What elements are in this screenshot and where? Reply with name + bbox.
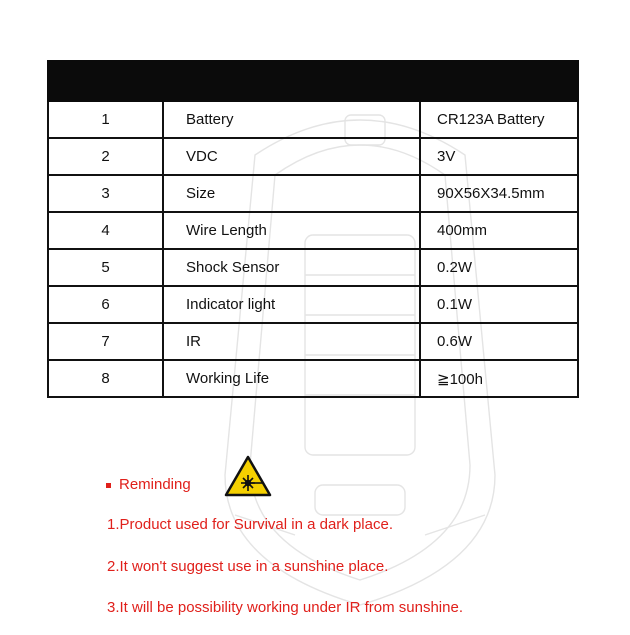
row-number: 6 xyxy=(48,286,163,323)
row-value: ≧100h xyxy=(420,360,578,397)
bullet-icon xyxy=(106,483,111,488)
row-item: Wire Length xyxy=(163,212,420,249)
laser-warning-icon xyxy=(224,455,272,497)
row-number: 5 xyxy=(48,249,163,286)
note-2: 2.It won't suggest use in a sunshine place. xyxy=(107,558,389,575)
row-number: 1 xyxy=(48,101,163,138)
table-row xyxy=(48,323,578,360)
row-item: Working Life xyxy=(163,360,420,397)
row-value: 400mm xyxy=(420,212,578,249)
table-row xyxy=(48,249,578,286)
row-item: Battery xyxy=(163,101,420,138)
table-row xyxy=(48,360,578,397)
row-value: 90X56X34.5mm xyxy=(420,175,578,212)
row-value: 0.2W xyxy=(420,249,578,286)
table-row xyxy=(48,175,578,212)
note-3: 3.It will be possibility working under IR from sunshine. xyxy=(107,599,463,616)
table-row xyxy=(48,286,578,323)
row-item: VDC xyxy=(163,138,420,175)
row-value: 0.1W xyxy=(420,286,578,323)
row-value: CR123A Battery xyxy=(420,101,578,138)
row-item: Indicator light xyxy=(163,286,420,323)
row-item: Size xyxy=(163,175,420,212)
table-row xyxy=(48,138,578,175)
row-number: 3 xyxy=(48,175,163,212)
table-row xyxy=(48,212,578,249)
row-value: 0.6W xyxy=(420,323,578,360)
row-number: 2 xyxy=(48,138,163,175)
row-item: IR xyxy=(163,323,420,360)
row-number: 7 xyxy=(48,323,163,360)
note-1: 1.Product used for Survival in a dark place. xyxy=(107,516,393,533)
reminding-heading xyxy=(106,476,191,493)
table-row xyxy=(48,101,578,138)
table-header xyxy=(48,61,578,101)
row-number: 4 xyxy=(48,212,163,249)
row-number: 8 xyxy=(48,360,163,397)
row-item: Shock Sensor xyxy=(163,249,420,286)
spec-table xyxy=(47,60,579,398)
reminding-label: Reminding xyxy=(119,476,191,493)
row-value: 3V xyxy=(420,138,578,175)
